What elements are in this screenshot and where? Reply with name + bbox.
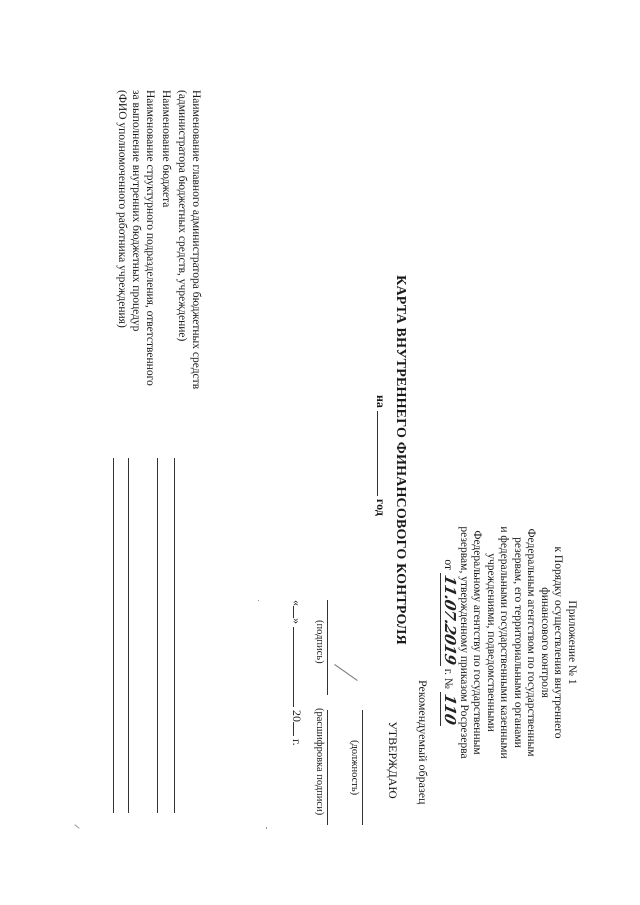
field-label-administrator: Наименование главного администратора бюджетных средств bbox=[190, 90, 202, 390]
appendix-line: финансового контроля bbox=[539, 587, 551, 698]
year-blank-line bbox=[377, 411, 388, 496]
number-prefix: г. № bbox=[442, 668, 455, 689]
subtitle-suffix: год bbox=[374, 498, 388, 516]
month-blank bbox=[293, 627, 294, 707]
decoding-line bbox=[327, 710, 328, 825]
handwritten-date-value: 11.07.2019 bbox=[441, 573, 460, 666]
appendix-block bbox=[440, 470, 578, 815]
scan-speck bbox=[258, 600, 259, 601]
recommended-sample-label: Рекомендуемый образец bbox=[416, 680, 430, 805]
appendix-date-line bbox=[440, 470, 460, 815]
department-input-line[interactable] bbox=[128, 458, 129, 813]
field-label-department: Наименование структурного подразделения, ответственного bbox=[144, 90, 156, 386]
handwritten-number-value: 110 bbox=[441, 692, 460, 726]
handwritten-date bbox=[440, 573, 460, 666]
signature-line bbox=[327, 600, 328, 695]
scan-speck bbox=[266, 827, 267, 829]
field-label-administrator-sub: (администратора бюджетных средств, учреждение) bbox=[176, 90, 188, 342]
document-title: КАРТА ВНУТРЕННЕГО ФИНАНСОВОГО КОНТРОЛЯ bbox=[393, 275, 408, 645]
subtitle-prefix: на bbox=[374, 395, 388, 408]
field-label-department-sub: за выполнение внутренних бюджетных процедур bbox=[130, 90, 142, 332]
appendix-line: учреждениями, подведомственными bbox=[485, 553, 497, 732]
field-label-employee: (ФИО уполномоченного работника учреждения) bbox=[116, 90, 128, 328]
field-label-budget: Наименование бюджета bbox=[160, 90, 172, 208]
signature-stroke bbox=[334, 664, 358, 681]
date-open-quote: « bbox=[290, 600, 304, 606]
budget-input-line[interactable] bbox=[157, 458, 158, 813]
approve-title: УТВЕРЖДАЮ bbox=[386, 721, 400, 799]
approve-date bbox=[289, 600, 304, 746]
appendix-line: и федеральными государственными казенными bbox=[498, 526, 511, 759]
appendix-line: к Порядку осуществления внутреннего bbox=[552, 546, 565, 739]
appendix-line: резервам, его территориальными органами bbox=[512, 537, 524, 748]
year-suffix: г. bbox=[290, 739, 304, 746]
date-prefix: от bbox=[442, 559, 455, 571]
appendix-line: Приложение № 1 bbox=[566, 600, 578, 685]
appendix-line: Федеральному агентству по государственным bbox=[471, 530, 484, 755]
year-prefix: 20 bbox=[290, 710, 304, 722]
appendix-line: Федеральным агентством по государственным bbox=[525, 528, 538, 757]
administrator-input-line[interactable] bbox=[174, 458, 175, 813]
handwritten-number bbox=[440, 692, 460, 726]
employee-input-line[interactable] bbox=[113, 458, 114, 813]
day-blank bbox=[293, 606, 294, 618]
year-blank bbox=[293, 722, 294, 736]
position-caption: (должность) bbox=[349, 740, 360, 796]
signature-caption: (подпись) bbox=[314, 620, 325, 664]
position-line bbox=[362, 710, 363, 825]
date-close-quote: » bbox=[290, 618, 304, 624]
appendix-line: резервам, утвержденному приказом Росрезерва bbox=[458, 526, 470, 759]
document-subtitle bbox=[373, 395, 388, 516]
decoding-caption: (расшифровка подписи) bbox=[314, 708, 325, 816]
